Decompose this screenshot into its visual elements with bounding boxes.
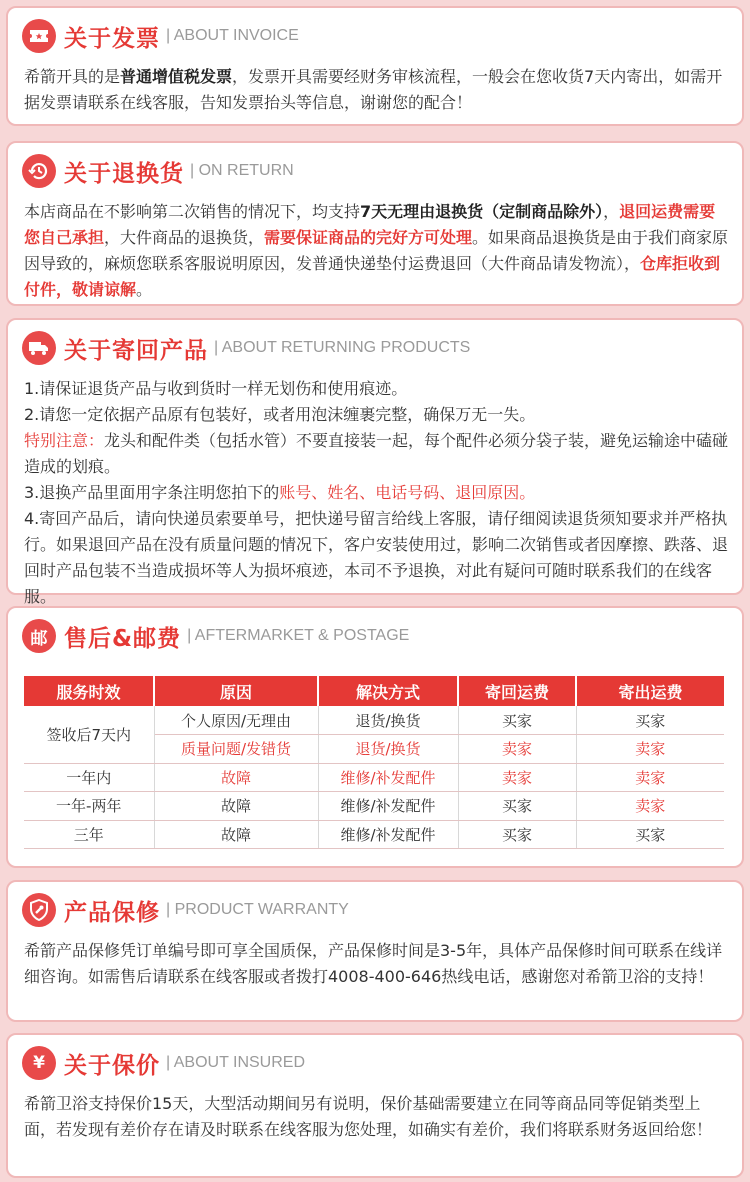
col-period: 服务时效: [24, 676, 154, 706]
invoice-header: [22, 18, 299, 54]
table-cell: 三年: [24, 820, 154, 849]
table-cell: 故障: [154, 792, 318, 821]
table-cell: 故障: [154, 820, 318, 849]
returning-note: 特别注意：龙头和配件类（包括水管）不要直接装一起，每个配件必须分袋子装，避免运输途中磕碰造成的划痕。: [24, 431, 729, 476]
table-cell: 退货/换货: [318, 735, 458, 764]
table-cell: 买家: [576, 820, 724, 849]
insured-text: 希箭卫浴支持保价15天，大型活动期间另有说明，保价基础需要建立在同等商品同等促销类型上面，若发现有差价存在请及时联系在线客服为您处理，如确实有差价，我们将联系财务返回给您！: [24, 1094, 713, 1139]
warranty-text: 希箭产品保修凭订单编号即可享全国质保，产品保修时间是3-5年，具体产品保修时间可联系在线详细咨询。如需售后请联系在线客服或者拨打4008-400-646热线电话，感谢您对希箭卫浴的支持！: [24, 941, 723, 986]
return-header: [22, 153, 294, 189]
returning-item-1: 1.请保证退货产品与收到货时一样无划伤和使用痕迹。: [24, 379, 408, 398]
insured-header: [22, 1045, 305, 1081]
returning-item-3: 3.退换产品里面用字条注明您拍下的账号、姓名、电话号码、退回原因。: [24, 483, 536, 502]
col-return-fee: 寄回运费: [458, 676, 576, 706]
insured-section: [6, 1033, 744, 1178]
col-reason: 原因: [154, 676, 318, 706]
table-row: [24, 763, 724, 792]
returning-section: [6, 318, 744, 606]
table-row: [24, 820, 724, 849]
table-cell: 卖家: [576, 792, 724, 821]
post-icon: 邮: [22, 619, 56, 653]
return-section: [6, 141, 744, 306]
insured-title: 关于保价: [64, 1052, 160, 1079]
table-cell: 买家: [576, 706, 724, 735]
table-cell: 维修/补发配件: [318, 792, 458, 821]
insured-subtitle: | ABOUT INSURED: [166, 1054, 305, 1071]
invoice-section: [6, 6, 744, 126]
col-solution: 解决方式: [318, 676, 458, 706]
wrench-shield-icon: [22, 893, 56, 927]
returning-header: [22, 330, 470, 366]
table-cell: 退货/换货: [318, 706, 458, 735]
aftermarket-section: [6, 606, 744, 868]
table-cell: 个人原因/无理由: [154, 706, 318, 735]
table-cell: 维修/补发配件: [318, 820, 458, 849]
returning-text: [24, 376, 730, 610]
table-row: [24, 706, 724, 735]
ticket-icon: [22, 19, 56, 53]
return-text: 本店商品在不影响第二次销售的情况下，均支持7天无理由退换货（定制商品除外），退回运费需要您自己承担，大件商品的退换货，需要保证商品的完好方可处理。如果商品退换货是由于我们商家原因导致的，麻烦您联系客服说明原因，发普通快递垫付运费退回（大件商品请发物流），仓库拒收到付件，敬请谅解。: [24, 202, 729, 299]
table-header-row: [24, 676, 724, 706]
invoice-subtitle: | ABOUT INVOICE: [166, 27, 299, 44]
table-cell: 质量问题/发错货: [154, 735, 318, 764]
table-cell: 卖家: [576, 735, 724, 764]
returning-item-2: 2.请您一定依据产品原有包装好，或者用泡沫缠裹完整，确保万无一失。: [24, 405, 536, 424]
returning-title: 关于寄回产品: [64, 337, 208, 364]
return-title: 关于退换货: [64, 160, 184, 187]
aftermarket-table: [24, 676, 724, 849]
invoice-text: 希箭开具的是普通增值税发票，发票开具需要经财务审核流程，一般会在您收货7天内寄出，如需开据发票请联系在线客服，告知发票抬头等信息，谢谢您的配合！: [24, 67, 723, 112]
yen-icon: ¥: [22, 1046, 56, 1080]
table-cell: 买家: [458, 820, 576, 849]
return-subtitle: | ON RETURN: [190, 162, 294, 179]
table-cell: 卖家: [576, 763, 724, 792]
table-cell: 一年-两年: [24, 792, 154, 821]
table-cell: 维修/补发配件: [318, 763, 458, 792]
delivery-truck-icon: [22, 331, 56, 365]
returning-subtitle: | ABOUT RETURNING PRODUCTS: [214, 339, 471, 356]
warranty-title: 产品保修: [64, 899, 160, 926]
aftermarket-subtitle: | AFTERMARKET & POSTAGE: [187, 627, 410, 644]
table-row: [24, 792, 724, 821]
aftermarket-header: [22, 618, 409, 654]
table-cell: 一年内: [24, 763, 154, 792]
table-cell: 买家: [458, 792, 576, 821]
warranty-subtitle: | PRODUCT WARRANTY: [166, 901, 349, 918]
aftermarket-title: 售后&邮费: [64, 625, 182, 652]
table-cell: 买家: [458, 706, 576, 735]
warranty-header: [22, 892, 349, 928]
col-ship-fee: 寄出运费: [576, 676, 724, 706]
invoice-title: 关于发票: [64, 25, 160, 52]
table-cell: 卖家: [458, 735, 576, 764]
warranty-section: [6, 880, 744, 1022]
returning-item-4: 4.寄回产品后，请向快递员索要单号，把快递号留言给线上客服，请仔细阅读退货须知要求并严格执行。如果退回产品在没有质量问题的情况下，客户安装使用过，影响二次销售或者因摩擦、跌落、退回时产品包装不当造成损坏等人为损坏痕迹，本司不予退换，对此有疑问可随时联系我们的在线客服。: [24, 509, 729, 606]
table-cell: 卖家: [458, 763, 576, 792]
table-cell: 签收后7天内: [24, 706, 154, 763]
refresh-clock-icon: [22, 154, 56, 188]
table-cell: 故障: [154, 763, 318, 792]
